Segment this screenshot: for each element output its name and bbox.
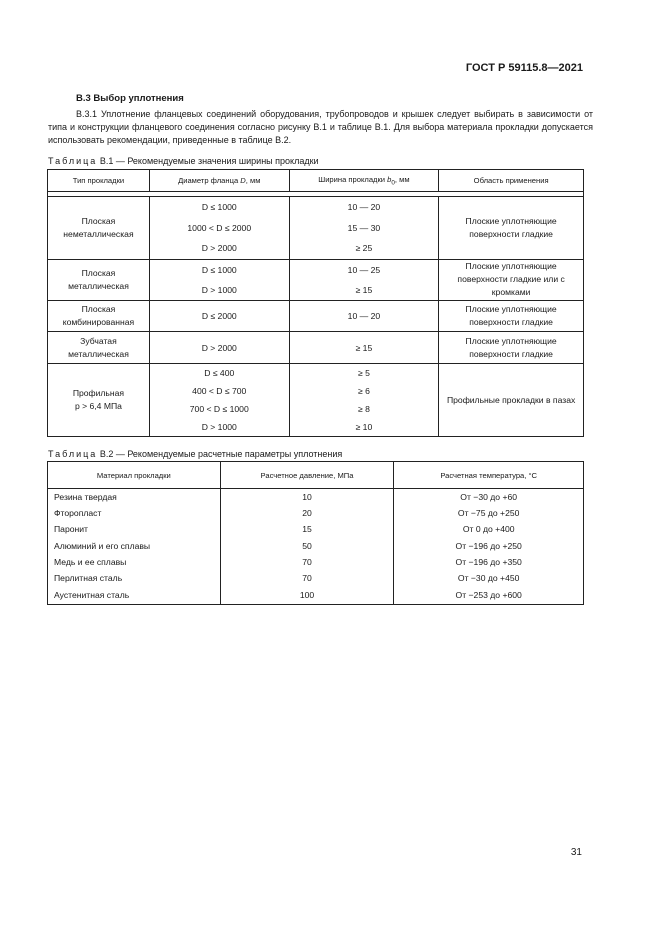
diameter-header-prefix: Диаметр фланца xyxy=(178,176,241,185)
table2-header-row xyxy=(48,462,584,489)
width-value: 15 — 30 xyxy=(347,222,381,233)
application-area-cell: Плоские уплотняющие поверхности гладкие xyxy=(439,197,584,260)
table1-header-row xyxy=(48,170,584,192)
width-value: ≥ 15 xyxy=(355,284,373,295)
diameter-value: 400 < D ≤ 700 xyxy=(192,386,247,396)
table-row xyxy=(48,505,584,521)
diameter-header-var: D xyxy=(240,176,246,185)
width-value: ≥ 5 xyxy=(357,368,370,378)
diameter-value: 700 < D ≤ 1000 xyxy=(189,404,249,414)
material-cell: Перлитная сталь xyxy=(48,570,221,586)
table-row xyxy=(48,586,584,605)
width-value: ≥ 8 xyxy=(357,404,370,414)
material-cell: Медь и ее сплавы xyxy=(48,554,221,570)
table1-caption-label: Таблица xyxy=(48,156,98,166)
material-cell: Аустенитная сталь xyxy=(48,586,221,605)
section-paragraph: В.3.1 Уплотнение фланцевых соединений оборудования, трубопроводов и крышек следует выбирать в зависимости от типа и конструкции фланцевого соединения согласно рисунку В.1 и таблице В.1. Для выбора материала прокладки допускается использовать рекомендации, приведенные в таблице В.2. xyxy=(48,109,593,145)
gasket-type-line: Профильная xyxy=(72,388,125,398)
table-row xyxy=(48,538,584,554)
table-row xyxy=(48,197,584,260)
pressure-cell: 100 xyxy=(220,586,394,605)
gasket-type-cell: Зубчатая металлическая xyxy=(48,332,150,364)
width-value: ≥ 10 xyxy=(355,422,373,432)
material-cell: Алюминий и его сплавы xyxy=(48,538,221,554)
table2-header-temperature: Расчетная температура, °С xyxy=(394,462,584,489)
width-header-sub: 0 xyxy=(391,179,395,187)
width-value: 10 — 25 xyxy=(347,264,381,275)
table-row xyxy=(48,259,584,301)
section-title: В.3 Выбор уплотнения xyxy=(76,93,184,104)
pressure-cell: 70 xyxy=(220,554,394,570)
gasket-type-cell: Плоская неметаллическая xyxy=(48,197,150,260)
diameter-cell xyxy=(149,364,289,437)
gasket-type-cell xyxy=(48,364,150,437)
diameter-value: D ≤ 400 xyxy=(204,368,235,378)
width-header-prefix: Ширина прокладки xyxy=(318,174,388,184)
diameter-value: D > 2000 xyxy=(149,332,289,364)
diameter-value: D > 2000 xyxy=(201,243,237,253)
table-row xyxy=(48,554,584,570)
material-cell: Резина твердая xyxy=(48,489,221,506)
pressure-cell: 20 xyxy=(220,505,394,521)
table1-header-width xyxy=(289,170,439,192)
diameter-value: D ≤ 1000 xyxy=(201,264,237,275)
width-header-suffix: , мм xyxy=(394,174,410,184)
table2-header-pressure: Расчетное давление, МПа xyxy=(220,462,394,489)
width-cell xyxy=(289,364,439,437)
page-number: 31 xyxy=(570,847,582,858)
temperature-cell: От −30 до +450 xyxy=(394,570,584,586)
application-area-cell: Профильные прокладки в пазах xyxy=(439,364,584,437)
gasket-type-cell: Плоская комбинированная xyxy=(48,301,150,332)
temperature-cell: От 0 до +400 xyxy=(394,521,584,537)
pressure-cell: 15 xyxy=(220,521,394,537)
width-header-var: b xyxy=(387,174,392,184)
temperature-cell: От −30 до +60 xyxy=(394,489,584,506)
pressure-cell: 50 xyxy=(220,538,394,554)
table-row xyxy=(48,301,584,332)
table1-header-diameter xyxy=(149,170,289,192)
width-value: 10 — 20 xyxy=(347,202,381,212)
pressure-cell: 70 xyxy=(220,570,394,586)
temperature-cell: От −75 до +250 xyxy=(394,505,584,521)
diameter-value: D ≤ 2000 xyxy=(149,301,289,332)
width-value: ≥ 25 xyxy=(355,243,373,253)
table-row xyxy=(48,332,584,364)
diameter-cell xyxy=(149,259,289,301)
width-cell xyxy=(289,197,439,260)
table1-header-area: Область применения xyxy=(439,170,584,192)
table-row xyxy=(48,521,584,537)
table2-caption-label: Таблица xyxy=(48,449,98,459)
diameter-header-suffix: , мм xyxy=(245,176,261,185)
gasket-width-table xyxy=(47,169,584,437)
diameter-value: D ≤ 1000 xyxy=(201,202,237,212)
application-area-cell: Плоские уплотняющие поверхности гладкие xyxy=(439,301,584,332)
application-area-cell: Плоские уплотняющие поверхности гладкие xyxy=(439,332,584,364)
table-row xyxy=(48,489,584,506)
temperature-cell: От −196 до +250 xyxy=(394,538,584,554)
application-area-cell: Плоские уплотняющие поверхности гладкие или с кромками xyxy=(439,259,584,301)
material-cell: Паронит xyxy=(48,521,221,537)
table1-caption-text: В.1 — Рекомендуемые значения ширины прокладки xyxy=(99,156,319,166)
gasket-type-condition: p > 6,4 МПа xyxy=(74,401,122,411)
diameter-value: D > 1000 xyxy=(201,284,237,295)
diameter-value: D > 1000 xyxy=(201,422,237,432)
table2-caption xyxy=(48,449,342,459)
gasket-type-cell: Плоская металлическая xyxy=(48,259,150,301)
width-value: ≥ 15 xyxy=(289,332,439,364)
table-row xyxy=(48,570,584,586)
table1-header-type: Тип прокладки xyxy=(48,170,150,192)
material-cell: Фторопласт xyxy=(48,505,221,521)
standard-code: ГОСТ Р 59115.8—2021 xyxy=(465,62,583,74)
diameter-value: 1000 < D ≤ 2000 xyxy=(187,222,252,233)
table2-caption-text: В.2 — Рекомендуемые расчетные параметры уплотнения xyxy=(99,449,343,459)
width-value: 10 — 20 xyxy=(289,301,439,332)
table-row xyxy=(48,364,584,437)
width-cell xyxy=(289,259,439,301)
temperature-cell: От −253 до +600 xyxy=(394,586,584,605)
pressure-cell: 10 xyxy=(220,489,394,506)
diameter-cell xyxy=(149,197,289,260)
table2-header-material: Материал прокладки xyxy=(48,462,221,489)
temperature-cell: От −196 до +350 xyxy=(394,554,584,570)
width-value: ≥ 6 xyxy=(357,386,370,396)
gasket-parameters-table xyxy=(47,461,584,605)
table1-caption xyxy=(48,156,319,166)
